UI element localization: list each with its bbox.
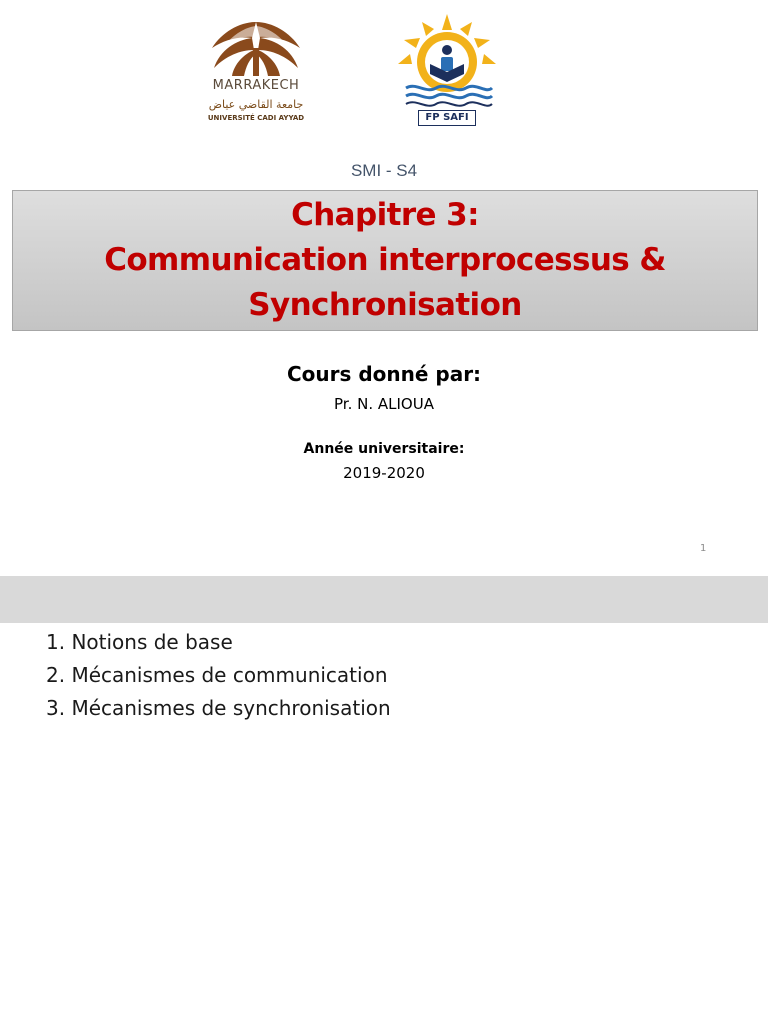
course-code: SMI - S4 — [350, 161, 418, 180]
outline-item: 3. Mécanismes de synchronisation — [46, 696, 391, 720]
outline-list — [46, 626, 391, 725]
cadi-ayyad-logo — [200, 18, 312, 130]
outline-slide — [0, 576, 768, 1024]
chapter-title-box — [12, 190, 758, 331]
outline-item: 2. Mécanismes de communication — [46, 663, 388, 687]
chapter-title-line-3: Synchronisation — [248, 287, 522, 323]
given-by-label: Cours donné par: — [286, 362, 482, 386]
sun-reader-icon — [392, 14, 502, 110]
fp-safi-logo — [392, 14, 502, 132]
university-name: UNIVERSITÉ CADI AYYAD — [207, 114, 305, 122]
fp-safi-label: FP SAFI — [418, 110, 476, 126]
outline-item: 1. Notions de base — [46, 630, 233, 654]
university-city: MARRAKECH — [212, 78, 300, 93]
academic-year-label: Année universitaire: — [303, 441, 465, 457]
academic-year-value: 2019-2020 — [343, 464, 425, 482]
chapter-title-line-2: Communication interprocessus & — [104, 242, 666, 278]
outline-header-bar — [0, 576, 768, 623]
chapter-title-line-1: Chapitre 3: — [291, 197, 479, 233]
professor-name: Pr. N. ALIOUA — [334, 395, 434, 413]
slide-number: 1 — [700, 543, 707, 554]
palm-emblem-icon — [200, 18, 312, 78]
university-arabic-name: جامعة القاضي عياض — [208, 98, 304, 111]
